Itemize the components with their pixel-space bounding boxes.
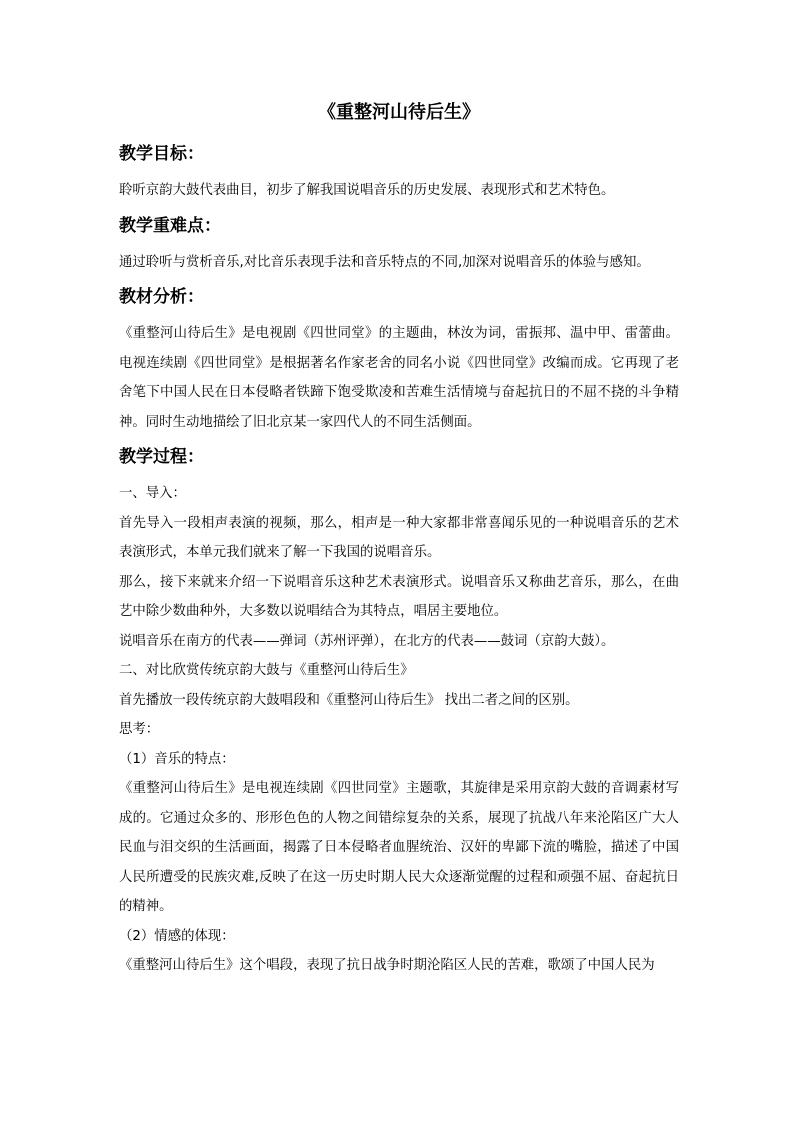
- heading-material-analysis: 教材分析：: [119, 287, 204, 307]
- document-page: [119, 100, 679, 981]
- heading-teaching-goal: 教学目标：: [119, 144, 204, 164]
- paragraph-think-label: 思考：: [119, 722, 160, 737]
- paragraph-material-analysis: 《重整河山待后生》是电视剧《四世同堂》的主题曲，林汝为词，雷振邦、温中甲、雷蕾曲。电视连续剧《四世同堂》是根据著名作家老舍的同名小说《四世同堂》改编而成。它再现了老舍笔下中国人民在日本侵略者铁蹄下饱受欺凌和苦难生活情境与奋起抗日的不屈不挠的斗争精神。同时生动地描绘了旧北京某一家四代人的不同生活侧面。: [119, 326, 679, 430]
- paragraph-intro-text: 首先导入一段相声表演的视频，那么，相声是一种大家都非常喜闻乐见的一种说唱音乐的艺术表演形式，本单元我们就来了解一下我国的说唱音乐。: [119, 515, 679, 560]
- paragraph-music-features-label: （1）音乐的特点：: [119, 751, 235, 767]
- paragraph-music-features-text: 《重整河山待后生》是电视连续剧《四世同堂》主题歌，其旋律是采用京韵大鼓的音调素材写成的。它通过众多的、形形色色的人物之间错综复杂的关系，展现了抗战八年来沦陷区广大人民血与泪交织的生活画面，揭露了日本侵略者血腥统治、汉奸的卑鄙下流的嘴脸，描述了中国人民所遭受的民族灾难,反映了在这一历史时期人民大众逐渐觉醒的过程和顽强不屈、奋起抗日的精神。: [119, 781, 679, 914]
- paragraph-emotion-label: （2）情感的体现：: [119, 928, 235, 944]
- paragraph-emotion-text: 《重整河山待后生》这个唱段，表现了抗日战争时期沦陷区人民的苦难，歌颂了中国人民为: [119, 958, 655, 973]
- paragraph-compare-heading: 二、对比欣赏传统京韵大鼓与《重整河山待后生》: [119, 663, 414, 678]
- paragraph-key-points: 通过聆听与赏析音乐,对比音乐表现手法和音乐特点的不同,加深对说唱音乐的体验与感知。: [119, 254, 650, 270]
- paragraph-regional-representatives: 说唱音乐在南方的代表——弹词（苏州评弹），在北方的代表——鼓词（京韵大鼓）。: [119, 633, 615, 649]
- heading-teaching-process: 教学过程：: [119, 447, 204, 467]
- heading-key-points: 教学重难点：: [119, 215, 221, 236]
- paragraph-teaching-goal: 聆听京韵大鼓代表曲目，初步了解我国说唱音乐的历史发展、表现形式和艺术特色。: [119, 183, 615, 198]
- paragraph-intro-label: 一、导入：: [119, 486, 186, 501]
- paragraph-quyi-intro: 那么，接下来就来介绍一下说唱音乐这种艺术表演形式。说唱音乐又称曲艺音乐，那么，在曲艺中除少数曲种外，大多数以说唱结合为其特点，唱居主要地位。: [119, 574, 679, 619]
- document-title: 《重整河山待后生》: [318, 102, 480, 123]
- paragraph-compare-text: 首先播放一段传统京韵大鼓唱段和《重整河山待后生》 找出二者之间的区别。: [119, 692, 579, 708]
